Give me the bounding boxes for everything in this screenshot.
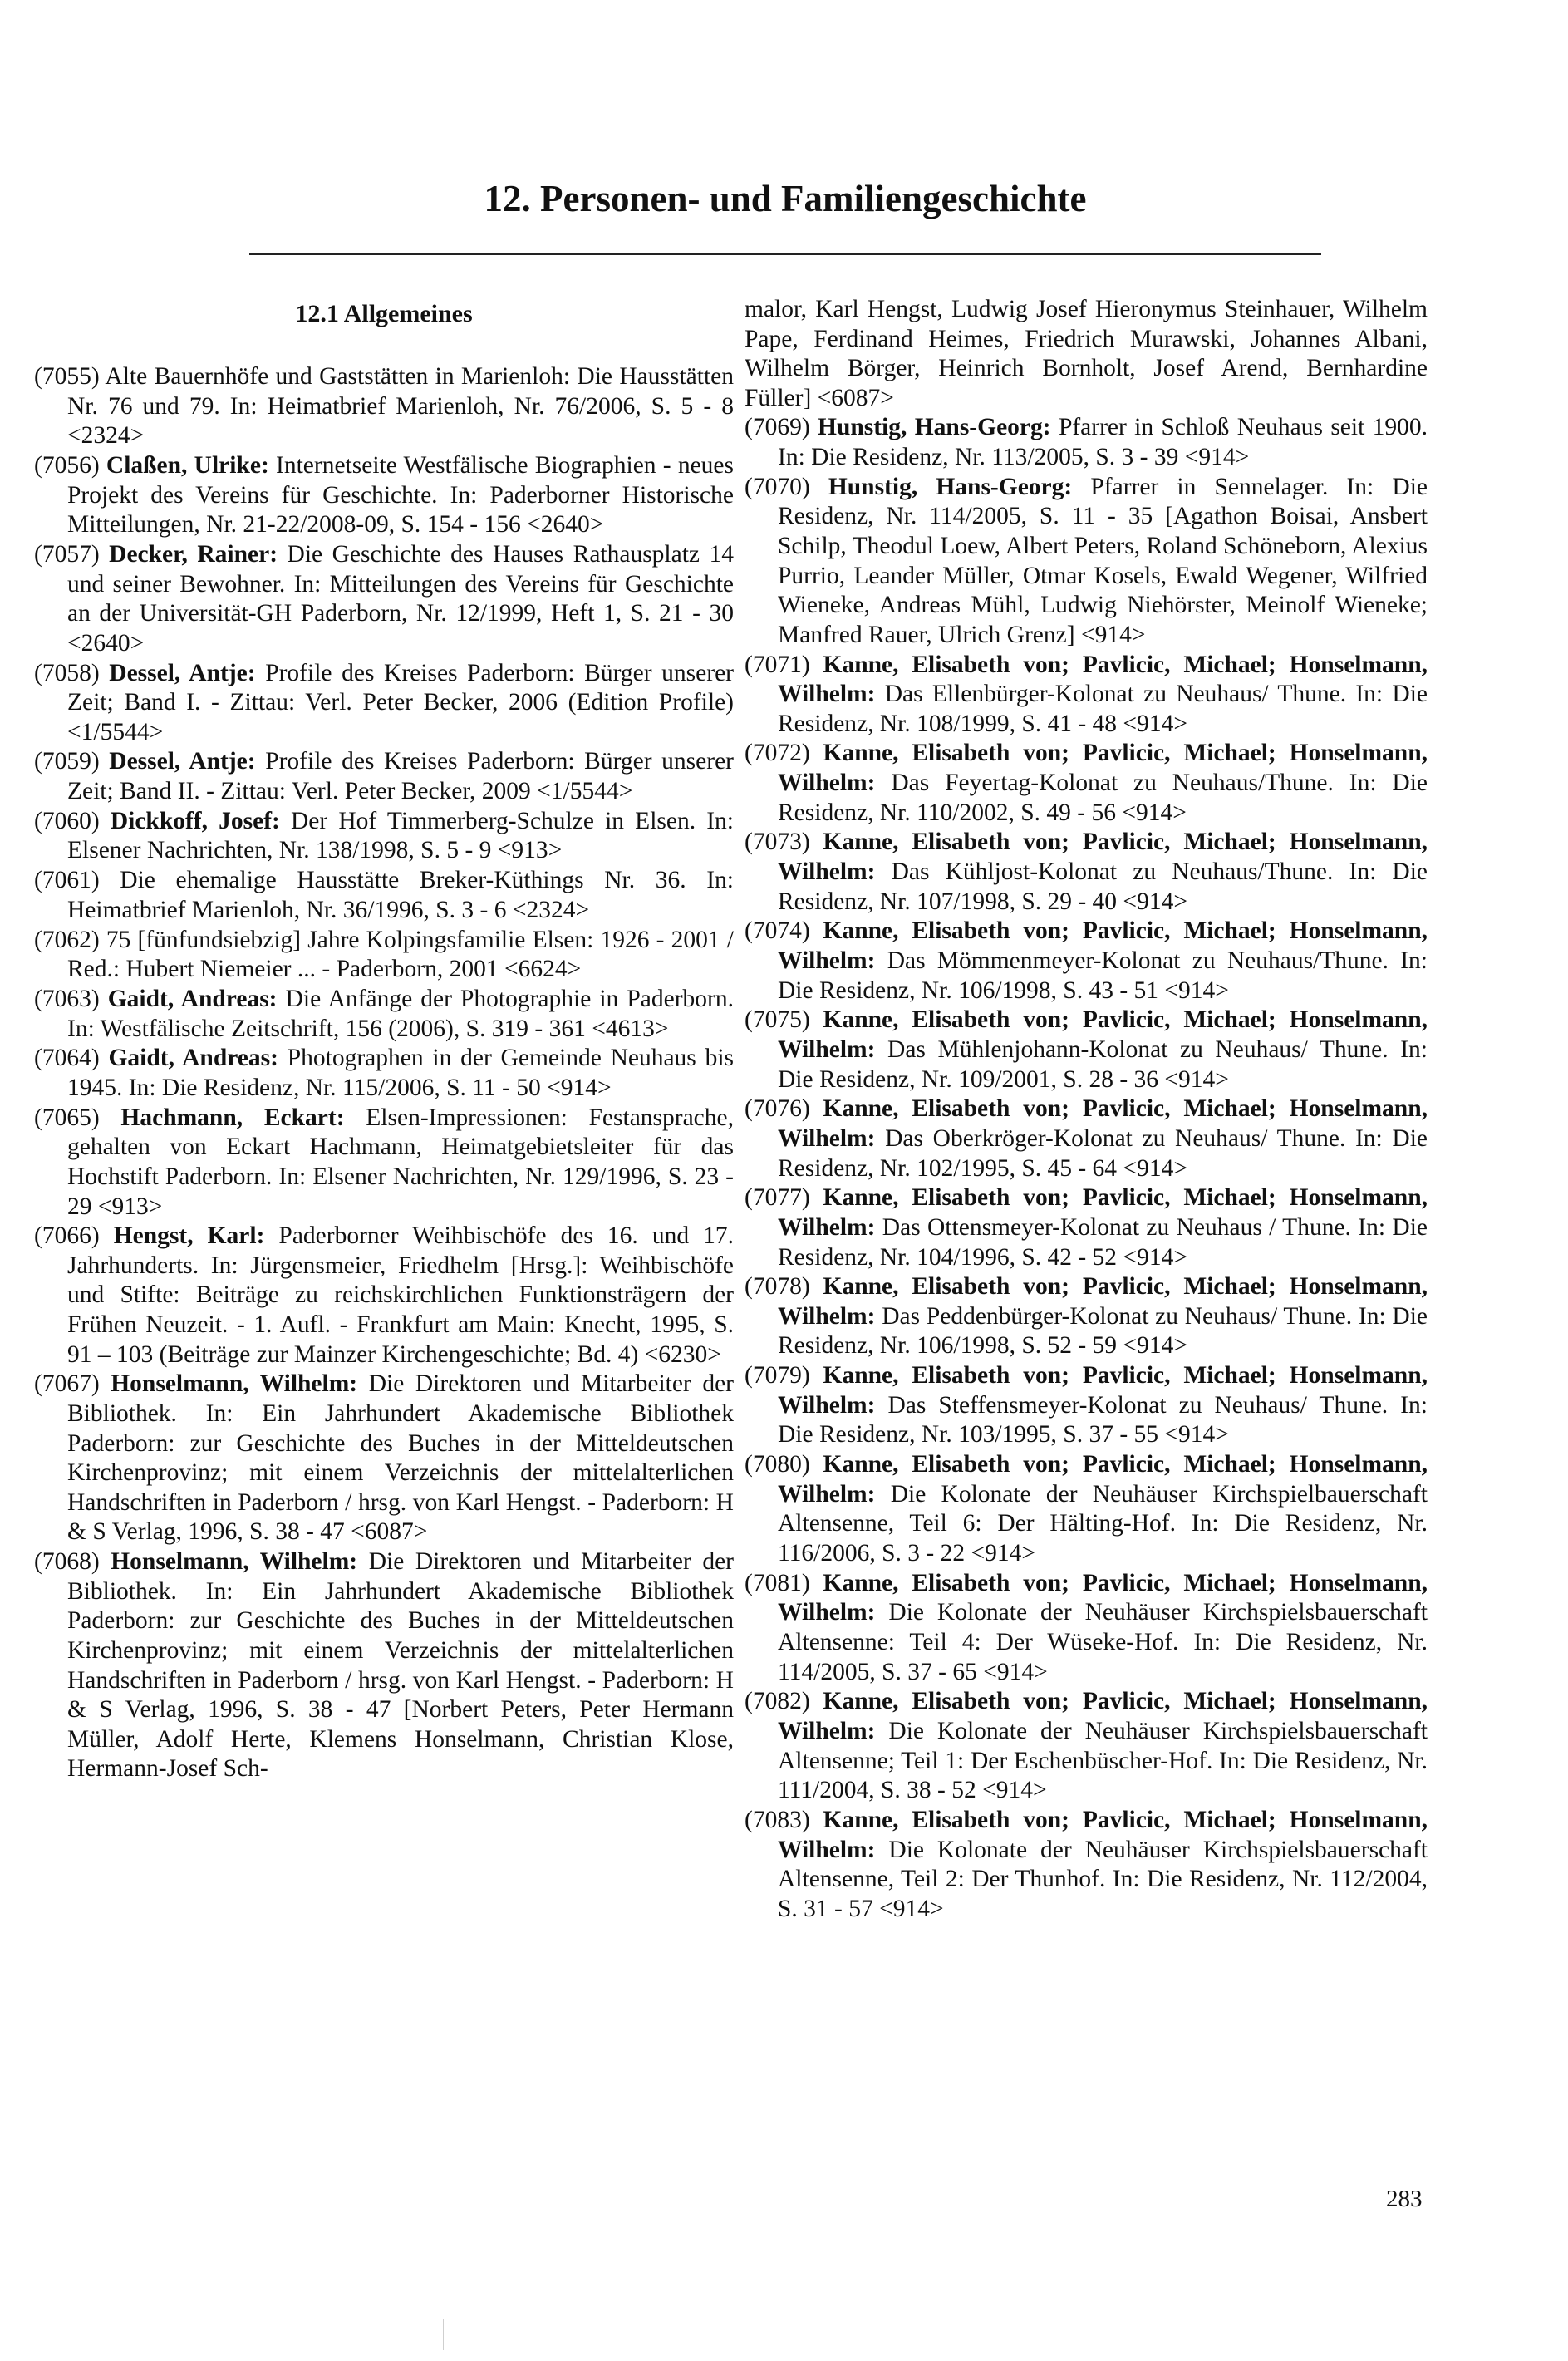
bibliography-entry	[745, 828, 1428, 917]
entry-text: Die Direktoren und Mitarbeiter der Bibliothek. In: Ein Jahrhundert Akademische Bibliothek Paderborn: zur Geschichte des Buches in der Mitteldeutschen Kirchenprovinz; mit einem Verzeichnis der mittelalterlichen Handschriften in Paderborn / hrsg. von Karl Hengst. - Paderborn: H & S Verlag, 1996, S. 38 - 47 [Norbert Peters, Peter Hermann Müller, Adolf Herte, Klemens Honselmann, Christian Klose, Hermann-Josef Sch-	[67, 1548, 734, 1783]
left-column	[34, 295, 734, 1784]
bibliography-entry	[745, 1450, 1428, 1568]
bibliography-entry	[745, 651, 1428, 740]
bibliography-entry	[34, 362, 734, 451]
entry-text: Internetseite Westfälische Biographien - neues Projekt des Vereins für Geschichte. In: Paderborner Historische Mitteilungen, Nr. 21-22/2008-09, S. 154 - 156 <2640>	[67, 451, 734, 539]
entry-author: Kanne, Elisabeth von; Pavlicic, Michael; Honselmann, Wilhelm:	[778, 1451, 1428, 1508]
bibliography-entry	[34, 866, 734, 925]
entry-author: Kanne, Elisabeth von; Pavlicic, Michael; Honselmann, Wilhelm:	[778, 1688, 1428, 1744]
entry-text: Photographen in der Gemeinde Neuhaus bis 1945. In: Die Residenz, Nr. 115/2006, S. 11 - 50 <914>	[67, 1045, 734, 1101]
entry-text: Profile des Kreises Paderborn: Bürger unserer Zeit; Band II. - Zittau: Verl. Peter Becker, 2009 <1/5544>	[67, 748, 735, 805]
bibliography-entry	[34, 747, 734, 806]
entry-number: (7073)	[745, 829, 810, 856]
entry-author: Honselmann, Wilhelm:	[111, 1370, 358, 1398]
entry-text: Alte Bauernhöfe und Gaststätten in Marienloh: Die Hausstätten Nr. 76 und 79. In: Heimatbrief Marienloh, Nr. 76/2006, S. 5 - 8 <2324>	[67, 363, 734, 450]
entry-author: Claßen, Ulrike:	[106, 451, 269, 479]
entry-author: Dessel, Antje:	[109, 659, 256, 686]
entry-number: (7066)	[34, 1222, 100, 1250]
entry-text: Das Ellenbürger-Kolonat zu Neuhaus/ Thune. In: Die Residenz, Nr. 108/1999, S. 41 - 48 <914>	[778, 681, 1428, 737]
entry-number: (7068)	[34, 1548, 100, 1576]
entry-text: Die Kolonate der Neuhäuser Kirchspielsbauerschaft Altensenne, Teil 2: Der Thunhof. In: Die Residenz, Nr. 112/2004, S. 31 - 57 <914>	[778, 1836, 1428, 1922]
right-entry-list	[745, 413, 1428, 1924]
bibliography-entry	[745, 739, 1428, 828]
entry-number: (7074)	[745, 917, 810, 945]
entry-text: Elsen-Impressionen: Festansprache, gehalten von Eckart Hachmann, Heimatgebietsleiter für das Hochstift Paderborn. In: Elsener Nachrichten, Nr. 129/1996, S. 23 - 29 <913>	[67, 1104, 734, 1220]
entry-number: (7059)	[34, 748, 100, 775]
chapter-title: 12. Personen- und Familiengeschichte	[484, 178, 1087, 219]
bibliography-entry	[745, 413, 1428, 472]
entry-text: Die ehemalige Hausstätte Breker-Küthings Nr. 36. In: Heimatbrief Marienloh, Nr. 36/1996, S. 3 - 6 <2324>	[67, 867, 734, 923]
entry-number: (7081)	[745, 1569, 810, 1596]
bibliography-entry	[34, 1044, 734, 1103]
entry-text: Profile des Kreises Paderborn: Bürger unserer Zeit; Band I. - Zittau: Verl. Peter Becker, 2006 (Edition Profile) <1/5544>	[67, 659, 735, 745]
entry-author: Dickkoff, Josef:	[110, 807, 280, 834]
bibliography-entry	[745, 1094, 1428, 1183]
entry-text: Das Oberkröger-Kolonat zu Neuhaus/ Thune. In: Die Residenz, Nr. 102/1995, S. 45 - 64 <914>	[778, 1124, 1428, 1182]
bibliography-entry	[34, 807, 734, 866]
bibliography-entry	[745, 1272, 1428, 1361]
entry-number: (7078)	[745, 1273, 810, 1301]
section-heading: 12.1 Allgemeines	[295, 300, 473, 327]
entry-number: (7065)	[34, 1104, 100, 1131]
bibliography-entry	[745, 1361, 1428, 1450]
entry-text: Die Anfänge der Photographie in Paderborn. In: Westfälische Zeitschrift, 156 (2006), S. 319 - 361 <4613>	[67, 985, 734, 1042]
bibliography-entry	[745, 473, 1428, 651]
entry-text: Der Hof Timmerberg-Schulze in Elsen. In: Elsener Nachrichten, Nr. 138/1998, S. 5 - 9 <913>	[67, 807, 735, 864]
entry-number: (7072)	[745, 740, 810, 767]
continuation-text: malor, Karl Hengst, Ludwig Josef Hieronymus Steinhauer, Wilhelm Pape, Ferdinand Heimes, Friedrich Murawski, Johannes Albani, Wilhelm Börger, Heinrich Bornholt, Josef Arend, Bernhardine Füller] <6087>	[745, 296, 1428, 411]
entry-author: Kanne, Elisabeth von; Pavlicic, Michael; Honselmann, Wilhelm:	[778, 1806, 1428, 1863]
entry-text: Pfarrer in Schloß Neuhaus seit 1900. In: Die Residenz, Nr. 113/2005, S. 3 - 39 <914>	[778, 414, 1428, 470]
bibliography-entry	[745, 1687, 1428, 1805]
entry-number: (7055)	[34, 363, 100, 390]
entry-text: Die Kolonate der Neuhäuser Kirchspielsbauerschaft Altensenne: Teil 4: Der Wüseke-Hof. In: Die Residenz, Nr. 114/2005, S. 37 - 65 <914>	[778, 1599, 1428, 1685]
entry-number: (7071)	[745, 651, 810, 678]
entry-number: (7077)	[745, 1184, 810, 1212]
entry-number: (7082)	[745, 1688, 810, 1715]
entry-number: (7076)	[745, 1095, 810, 1123]
entry-number: (7063)	[34, 985, 100, 1012]
entry-number: (7083)	[745, 1806, 810, 1833]
entry-author: Decker, Rainer:	[109, 540, 278, 568]
entry-number: (7075)	[745, 1006, 810, 1034]
entry-author: Hachmann, Eckart:	[120, 1104, 345, 1131]
entry-author: Dessel, Antje:	[109, 748, 256, 775]
entry-text: Die Direktoren und Mitarbeiter der Bibliothek. In: Ein Jahrhundert Akademische Bibliothek Paderborn: zur Geschichte des Buches in der Mitteldeutschen Kirchenprovinz; mit einem Verzeichnis der mittelalterlichen Handschriften in Paderborn / hrsg. von Karl Hengst. - Paderborn: H & S Verlag, 1996, S. 38 - 47 <6087>	[67, 1370, 734, 1546]
bibliography-entry	[34, 1222, 734, 1370]
scan-mark	[443, 2319, 444, 2350]
page-number: 283	[1386, 2186, 1423, 2212]
left-entry-list	[34, 362, 734, 1784]
entry-text: Das Peddenbürger-Kolonat zu Neuhaus/ Thune. In: Die Residenz, Nr. 106/1998, S. 52 - 59 <914>	[778, 1302, 1428, 1360]
entry-author: Hengst, Karl:	[113, 1222, 265, 1250]
entry-number: (7056)	[34, 451, 100, 479]
bibliography-entry	[34, 451, 734, 540]
entry-author: Kanne, Elisabeth von; Pavlicic, Michael; Honselmann, Wilhelm:	[778, 1184, 1428, 1241]
entry-author: Kanne, Elisabeth von; Pavlicic, Michael; Honselmann, Wilhelm:	[778, 1006, 1428, 1063]
entry-number: (7079)	[745, 1362, 810, 1390]
bibliography-entry	[34, 540, 734, 658]
bibliography-entry	[745, 1806, 1428, 1924]
bibliography-entry	[745, 1006, 1428, 1094]
entry-text: Die Geschichte des Hauses Rathausplatz 14 und seiner Bewohner. In: Mitteilungen des Vereins für Geschichte an der Universität-GH Paderborn, Nr. 12/1999, Heft 1, S. 21 - 30 <2640>	[67, 540, 734, 657]
entry-text: Die Kolonate der Neuhäuser Kirchspielsbauerschaft Altensenne; Teil 1: Der Eschenbüscher-Hof. In: Die Residenz, Nr. 111/2004, S. 38 - 52 <914>	[778, 1717, 1428, 1804]
entry-number: (7057)	[34, 540, 100, 568]
bibliography-entry	[34, 985, 734, 1044]
entry-text: Das Ottensmeyer-Kolonat zu Neuhaus / Thune. In: Die Residenz, Nr. 104/1996, S. 42 - 52 <914>	[778, 1213, 1428, 1271]
entry-text: Paderborner Weihbischöfe des 16. und 17. Jahrhunderts. In: Jürgensmeier, Friedhelm [Hrsg.]: Weihbischöfe und Stifte: Beiträge zu reichskirchlichen Funktionsträgern der Frühen Neuzeit. - 1. Aufl. - Frankfurt am Main: Knecht, 1995, S. 91 – 103 (Beiträge zur Mainzer Kirchengeschichte; Bd. 4) <6230>	[67, 1222, 734, 1368]
entry-text: Die Kolonate der Neuhäuser Kirchspielbauerschaft Altensenne, Teil 6: Der Hälting-Hof. In: Die Residenz, Nr. 116/2006, S. 3 - 22 <914>	[778, 1480, 1428, 1567]
bibliography-entry	[34, 926, 734, 985]
entry-author: Kanne, Elisabeth von; Pavlicic, Michael; Honselmann, Wilhelm:	[778, 1095, 1428, 1152]
entry-number: (7080)	[745, 1451, 810, 1478]
entry-number: (7067)	[34, 1370, 100, 1398]
entry-author: Kanne, Elisabeth von; Pavlicic, Michael; Honselmann, Wilhelm:	[778, 917, 1428, 974]
bibliography-entry	[745, 917, 1428, 1006]
entry-author: Kanne, Elisabeth von; Pavlicic, Michael; Honselmann, Wilhelm:	[778, 1273, 1428, 1330]
entry-number: (7060)	[34, 807, 100, 834]
entry-number: (7062)	[34, 926, 100, 953]
entry-text: Das Feyertag-Kolonat zu Neuhaus/Thune. In: Die Residenz, Nr. 110/2002, S. 49 - 56 <914>	[778, 770, 1428, 826]
bibliography-entry	[745, 1183, 1428, 1272]
bibliography-entry	[34, 1547, 734, 1784]
bibliography-entry	[34, 659, 734, 748]
entry-number: (7061)	[34, 867, 100, 894]
bibliography-entry	[34, 1104, 734, 1222]
entry-author: Honselmann, Wilhelm:	[111, 1548, 358, 1576]
entry-text: Das Mömmenmeyer-Kolonat zu Neuhaus/Thune. In: Die Residenz, Nr. 106/1998, S. 43 - 51 <914>	[778, 947, 1428, 1004]
entry-text: 75 [fünfundsiebzig] Jahre Kolpingsfamilie Elsen: 1926 - 2001 / Red.: Hubert Niemeier ... - Paderborn, 2001 <6624>	[67, 926, 734, 983]
entry-number: (7069)	[745, 414, 810, 441]
bibliography-entry	[745, 1569, 1428, 1687]
entry-author: Kanne, Elisabeth von; Pavlicic, Michael; Honselmann, Wilhelm:	[778, 651, 1428, 708]
entry-author: Kanne, Elisabeth von; Pavlicic, Michael; Honselmann, Wilhelm:	[778, 1569, 1428, 1626]
title-rule	[249, 253, 1321, 255]
entry-number: (7070)	[745, 473, 810, 500]
entry-author: Kanne, Elisabeth von; Pavlicic, Michael; Honselmann, Wilhelm:	[778, 740, 1428, 797]
entry-author: Kanne, Elisabeth von; Pavlicic, Michael; Honselmann, Wilhelm:	[778, 1362, 1428, 1419]
entry-author: Hunstig, Hans-Georg:	[818, 414, 1051, 441]
entry-author: Gaidt, Andreas:	[107, 985, 278, 1012]
entry-number: (7058)	[34, 659, 100, 686]
entry-author: Gaidt, Andreas:	[108, 1045, 278, 1072]
entry-text: Das Mühlenjohann-Kolonat zu Neuhaus/ Thune. In: Die Residenz, Nr. 109/2001, S. 28 - 36 <914>	[778, 1035, 1428, 1093]
entry-text: Das Steffensmeyer-Kolonat zu Neuhaus/ Thune. In: Die Residenz, Nr. 103/1995, S. 37 - 55 <914>	[778, 1391, 1428, 1449]
bibliography-entry	[34, 1370, 734, 1547]
entry-author: Hunstig, Hans-Georg:	[828, 473, 1073, 500]
entry-number: (7064)	[34, 1045, 100, 1072]
entry-text: Das Kühljost-Kolonat zu Neuhaus/Thune. In: Die Residenz, Nr. 107/1998, S. 29 - 40 <914>	[778, 858, 1428, 915]
entry-author: Kanne, Elisabeth von; Pavlicic, Michael; Honselmann, Wilhelm:	[778, 829, 1428, 886]
entry-text: Pfarrer in Sennelager. In: Die Residenz, Nr. 114/2005, S. 11 - 35 [Agathon Boisai, Ansbert Schilp, Theodul Loew, Albert Peters, Roland Schöneborn, Alexius Purrio, Leander Müller, Otmar Kosels, Ewald Wegener, Wilfried Wieneke, Andreas Mühl, Ludwig Niehörster, Meinolf Wieneke; Manfred Rauer, Ulrich Grenz] <914>	[778, 473, 1428, 648]
right-column	[745, 295, 1428, 1924]
